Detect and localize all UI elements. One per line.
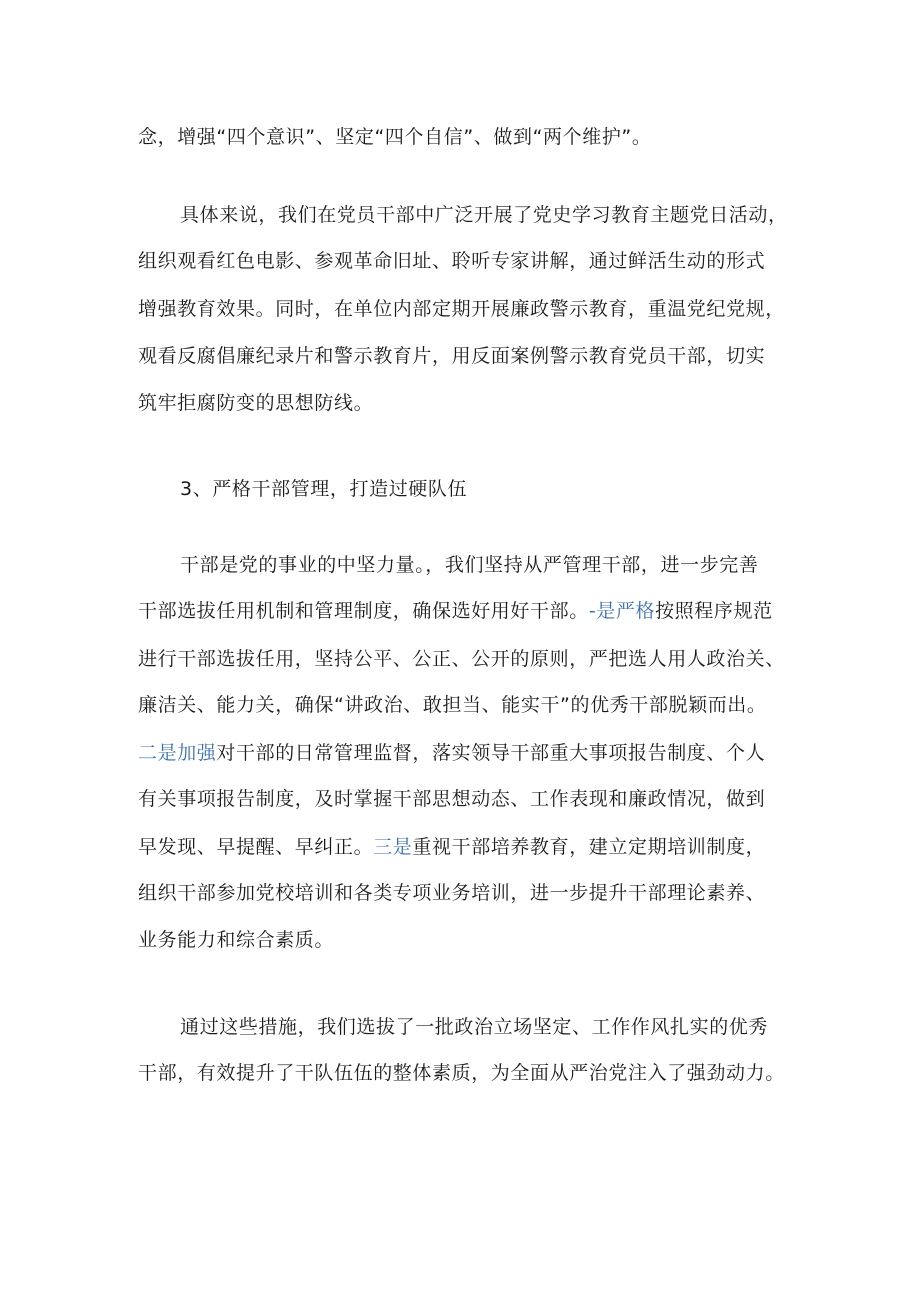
paragraph-3-line-3: 进行干部选拔任用，坚持公平、公正、公开的原则，严把选人用人政治关、 [138, 648, 785, 670]
paragraph-3-line-7-text: 早发现、早提醒、早纠正。 [138, 836, 374, 858]
paragraph-3-line-7-tail: 重视干部培养教育，建立定期培训制度， [412, 836, 766, 858]
paragraph-3-line-9: 业务能力和综合素质。 [138, 929, 335, 951]
paragraph-3-line-8: 组织干部参加党校培训和各类专项业务培训，进一步提升干部理论素养、 [138, 882, 766, 904]
paragraph-4-line-2: 干部，有效提升了干队伍伍的整体素质，为全面从严治党注入了强劲动力。 [138, 1062, 785, 1084]
paragraph-3-line-2-text: 干部选拔任用机制和管理制度，确保选好用好干部。 [138, 600, 589, 622]
paragraph-2-line-4: 观看反腐倡廉纪录片和警示教育片，用反面案例警示教育党员干部，切实 [138, 345, 766, 367]
paragraph-4-line-1: 通过这些措施，我们选拔了一批政治立场坚定、工作作风扎实的优秀 [180, 1016, 769, 1038]
highlight-first: -是严格 [588, 600, 656, 622]
paragraph-3-line-2 [138, 598, 773, 624]
paragraph-2-line-2: 组织观看红色电影、参观革命旧址、聆听专家讲解，通过鲜活生动的形式 [138, 250, 766, 272]
paragraph-3-line-1: 干部是党的事业的中坚力量。，我们坚持从严管理干部，进一步完善 [180, 554, 759, 576]
highlight-second: 二是加强 [138, 742, 217, 764]
paragraph-3-line-2-tail: 按照程序规范 [655, 600, 773, 622]
paragraph-2-line-5: 筑牢拒腐防变的思想防线。 [138, 392, 374, 414]
paragraph-3-line-7 [138, 834, 765, 860]
highlight-third: 三是 [373, 836, 413, 858]
paragraph-2-line-1: 具体来说，我们在党员干部中广泛开展了党史学习教育主题党日活动， [180, 204, 788, 226]
paragraph-3-line-6: 有关事项报告制度，及时掌握干部思想动态、工作表现和廉政情况，做到 [138, 788, 766, 810]
paragraph-2-line-3: 增强教育效果。同时，在单位内部定期开展廉政警示教育，重温党纪党规， [138, 298, 785, 320]
paragraph-3-line-5-text: 对干部的日常管理监督，落实领导干部重大事项报告制度、个人 [216, 742, 766, 764]
paragraph-3-line-4: 廉洁关、能力关，确保“讲政治、敢担当、能实干”的优秀干部脱颖而出。 [138, 694, 767, 716]
section-heading: 3、严格干部管理，打造过硬队伍 [180, 478, 468, 500]
paragraph-3-line-5 [138, 740, 765, 766]
paragraph-1-line-1: 念，增强“四个意识”、坚定“四个自信”、做到“两个维护”。 [138, 126, 652, 148]
